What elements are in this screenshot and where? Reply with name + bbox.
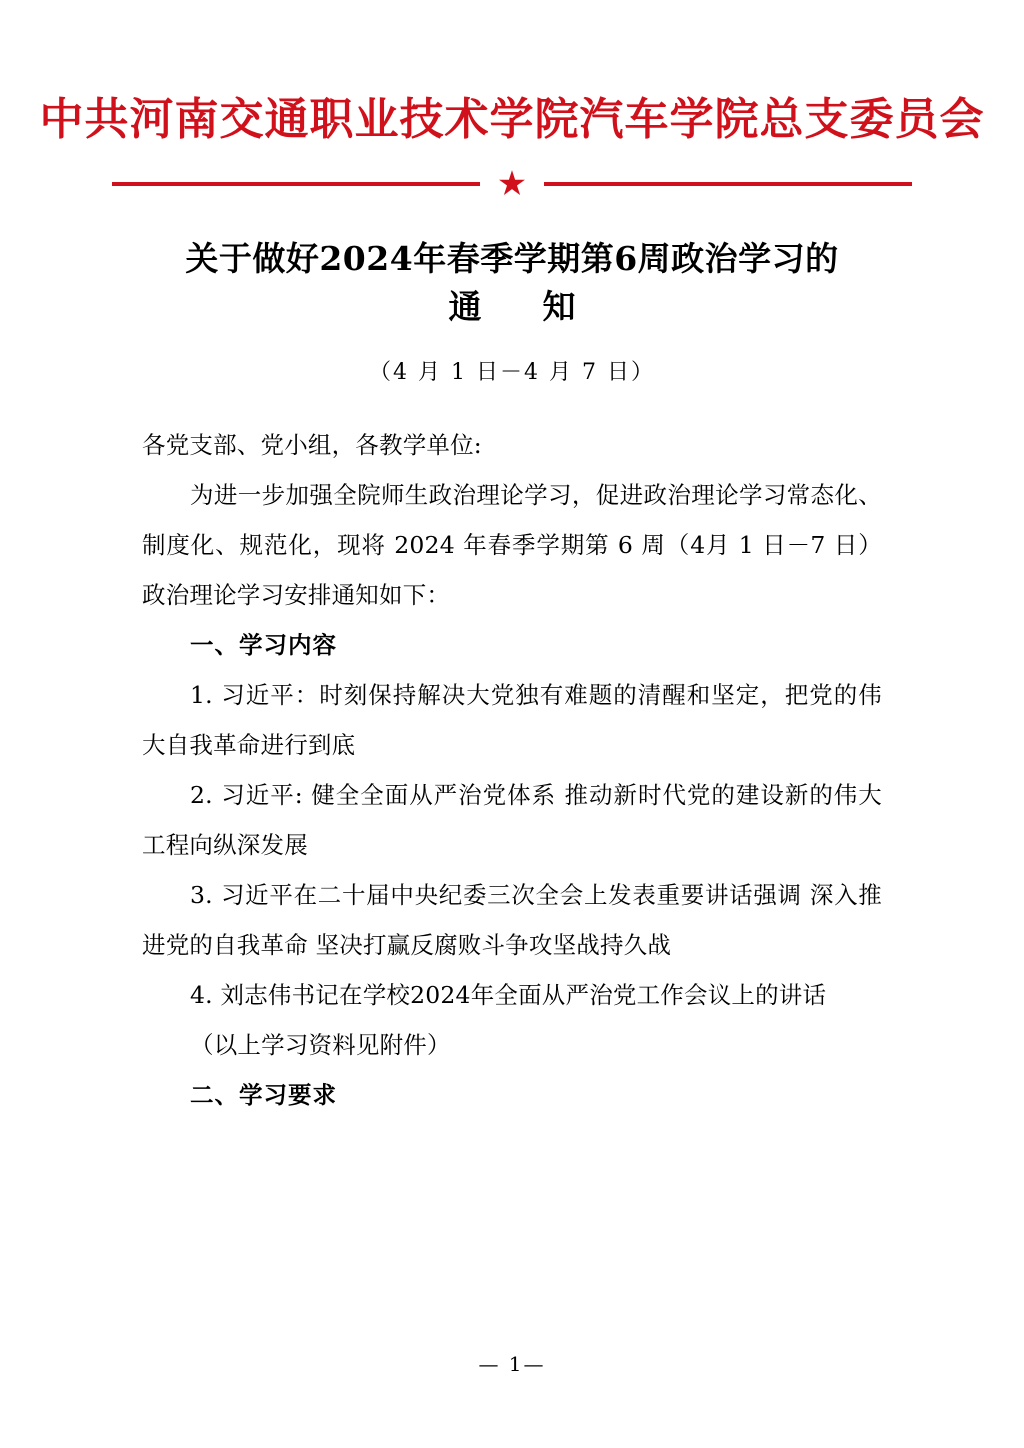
document-body: [142, 420, 882, 1120]
letterhead-divider: [112, 167, 912, 200]
page-number: — 1—: [478, 1352, 546, 1376]
letterhead-rule-right: [544, 182, 912, 186]
letterhead-organization: 中共河南交通职业技术学院汽车学院总支委员会: [39, 94, 985, 145]
letterhead-rule-left: [112, 182, 480, 186]
document-title-line-2: 通 知: [448, 286, 590, 326]
red-star-icon: ★: [497, 167, 527, 200]
attachment-note: （以上学习资料见附件）: [190, 1030, 451, 1059]
document-date-range: （4 月 1 日－4 月 7 日）: [369, 359, 655, 385]
salutation: 各党支部、党小组，各教学单位:: [142, 430, 482, 459]
section-heading-study-content: 一、学习内容: [190, 630, 337, 659]
letterhead: [0, 0, 1024, 200]
study-item-2: 2. 习近平: 健全全面从严治党体系 推动新时代党的建设新的伟大工程向纵深发展: [142, 780, 882, 859]
study-item-3: 3. 习近平在二十届中央纪委三次全会上发表重要讲话强调 深入推进党的自我革命 坚决打赢反腐败斗争攻坚战持久战: [142, 880, 882, 959]
intro-paragraph: 为进一步加强全院师生政治理论学习，促进政治理论学习常态化、制度化、规范化，现将 2024 年春季学期第 6 周（4月 1 日－7 日）政治理论学习安排通知如下：: [142, 480, 882, 609]
study-item-1: 1. 习近平：时刻保持解决大党独有难题的清醒和坚定，把党的伟大自我革命进行到底: [142, 680, 882, 759]
document-title-line-1: 关于做好2024年春季学期第6周政治学习的: [185, 239, 839, 278]
section-heading-study-requirements: 二、学习要求: [190, 1080, 337, 1109]
document-title: [132, 235, 892, 331]
study-item-4: 4. 刘志伟书记在学校2024年全面从严治党工作会议上的讲话: [190, 980, 827, 1009]
